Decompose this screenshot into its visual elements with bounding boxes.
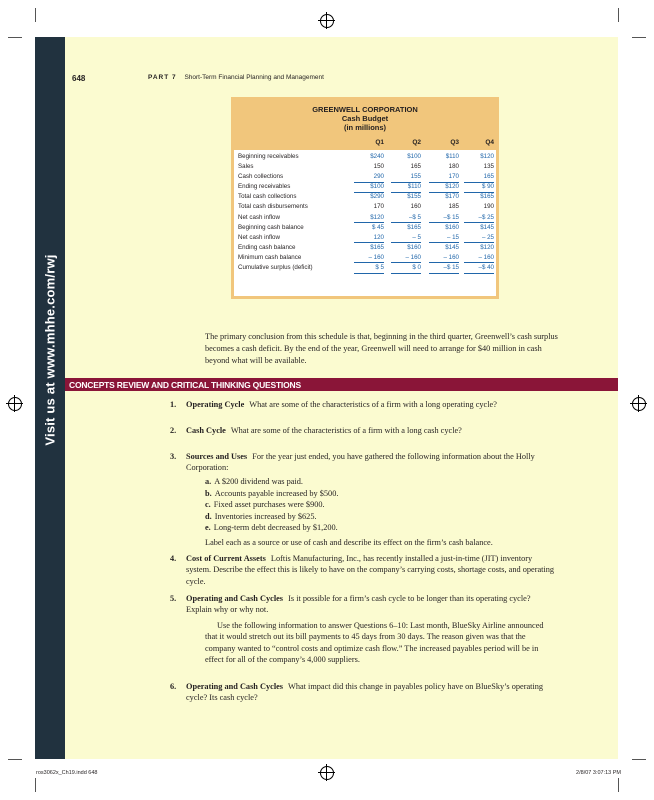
table-cell: $ 0: [391, 263, 421, 274]
q3-item: [205, 522, 338, 533]
sidebar-url-text: Visit us at www.mhhe.com/rwj: [42, 254, 58, 446]
part-label: PART 7: [148, 74, 177, 81]
crop-mark: [35, 778, 36, 792]
table-row: [234, 172, 496, 182]
table-cell: $240: [370, 153, 384, 160]
table-cell: –$ 40: [464, 263, 494, 274]
crop-mark: [632, 759, 646, 760]
table-body: [234, 150, 496, 296]
table-cell: $120: [480, 243, 494, 251]
row-label: Beginning cash balance: [238, 223, 304, 231]
item-letter: b.: [205, 489, 212, 498]
item-text: Long-term debt decreased by $1,200.: [213, 523, 338, 532]
table-row: [234, 202, 496, 212]
question-3: [170, 451, 558, 474]
question-5: [170, 593, 558, 616]
table-cell: $165: [370, 243, 384, 251]
crop-mark: [8, 37, 22, 38]
footer-date: 2/8/07 3:07:13 PM: [576, 770, 621, 776]
crop-mark: [8, 759, 22, 760]
table-row: [234, 213, 496, 223]
question-number: 1.: [170, 400, 177, 409]
table-cell: $110: [391, 182, 421, 193]
row-label: Net cash inflow: [238, 233, 280, 241]
question-text: For the year just ended, you have gathered the following information about the Holly Corporation:: [186, 452, 535, 473]
page-number: 648: [72, 74, 86, 83]
crop-mark: [35, 8, 36, 22]
running-head: [148, 74, 324, 81]
table-cell: $120: [480, 153, 494, 160]
table-cell: $160: [445, 223, 459, 231]
table-cell: $290: [370, 193, 384, 201]
registration-mark-icon: [320, 766, 334, 780]
q3-closing: Label each as a source or use of cash and describe its effect on the firm’s cash balance.: [205, 538, 493, 547]
table-cell: –$ 15: [429, 263, 459, 274]
table-row: [234, 243, 496, 253]
table-cell: $100: [354, 182, 384, 193]
item-letter: d.: [205, 512, 212, 521]
table-row: [234, 192, 496, 202]
table-cell: $110: [445, 153, 459, 160]
question-4: [170, 553, 558, 587]
table-cell: 185: [448, 203, 459, 211]
question-title: Operating and Cash Cycles: [186, 594, 284, 603]
table-cell: $160: [407, 243, 421, 251]
table-cell: $165: [480, 193, 494, 201]
question-number: 4.: [170, 554, 177, 563]
table-units: (in millions): [343, 123, 387, 132]
table-cell: $165: [407, 223, 421, 231]
table-cell: $ 90: [464, 182, 494, 193]
footer-filename: ros3062x_Ch19.indd 648: [36, 770, 98, 776]
table-cell: –$ 25: [464, 213, 494, 224]
crop-mark: [618, 8, 619, 22]
table-cell: – 160: [429, 253, 459, 264]
table-cell: – 25: [464, 233, 494, 244]
q3-item: [205, 488, 338, 499]
row-label: Total cash collections: [238, 193, 297, 201]
info-paragraph: Use the following information to answer Questions 6–10: Last month, BlueSky Airline announced that it would stretch out its bill payments to 45 days from 30 days. The reason given was that the company wanted to “control costs and optimize cash flow.” The increased payables period will be in effect for all of the company’s 4,000 suppliers.: [205, 621, 544, 665]
table-cell: $100: [407, 153, 421, 160]
cash-budget-table: [231, 97, 499, 299]
question-title: Cash Cycle: [186, 426, 226, 435]
table-cell: 170: [373, 203, 384, 211]
registration-mark-icon: [8, 397, 22, 411]
item-text: A $200 dividend was paid.: [214, 477, 303, 486]
registration-mark-icon: [632, 397, 646, 411]
table-cell: 160: [410, 203, 421, 211]
item-text: Fixed asset purchases were $900.: [213, 500, 325, 509]
row-label: Beginning receivables: [238, 153, 299, 160]
table-cell: – 15: [429, 233, 459, 244]
section-title: CONCEPTS REVIEW AND CRITICAL THINKING QUESTIONS: [69, 380, 301, 390]
item-text: Accounts payable increased by $500.: [214, 489, 339, 498]
row-label: Ending cash balance: [238, 243, 296, 251]
table-row: [234, 182, 496, 192]
question-number: 3.: [170, 452, 177, 461]
table-row: [234, 223, 496, 233]
q3-item: [205, 499, 325, 510]
question-6: [170, 681, 558, 704]
crop-mark: [618, 778, 619, 792]
table-subtitle: Cash Budget: [341, 114, 389, 123]
table-cell: $145: [480, 223, 494, 231]
question-title: Sources and Uses: [186, 452, 248, 461]
part-title: Short-Term Financial Planning and Management: [184, 74, 324, 81]
table-cell: – 160: [354, 253, 384, 264]
table-row: [234, 263, 496, 273]
question-text: What are some of the characteristics of a firm with a long operating cycle?: [249, 400, 497, 409]
q3-item: [205, 511, 317, 522]
table-title: GREENWELL CORPORATION: [312, 105, 418, 114]
q3-item: [205, 476, 303, 487]
table-cell: $155: [407, 193, 421, 201]
table-cell: $145: [445, 243, 459, 251]
column-header: Q4: [485, 139, 494, 146]
table-cell: 150: [373, 163, 384, 171]
question-text: Loftis Manufacturing, Inc., has recently installed a just-in-time (JIT) inventory system. Describe the effect this is likely to have on the company’s carrying costs, shortage costs, and operating cycle.: [186, 554, 555, 586]
question-number: 2.: [170, 426, 177, 435]
crop-mark: [632, 37, 646, 38]
question-2: [170, 425, 558, 436]
row-label: Ending receivables: [238, 183, 291, 191]
question-number: 5.: [170, 594, 177, 603]
table-cell: 165: [410, 163, 421, 171]
question-text: Is it possible for a firm’s cash cycle to be longer than its operating cycle? Explain why or why not.: [186, 594, 531, 615]
question-number: 6.: [170, 682, 177, 691]
table-cell: 155: [391, 172, 421, 183]
table-cell: – 5: [391, 233, 421, 244]
table-cell: – 160: [464, 253, 494, 264]
column-header: Q2: [412, 139, 421, 146]
column-header: Q3: [450, 139, 459, 146]
table-row: [234, 233, 496, 243]
table-rows: [234, 152, 496, 273]
table-cell: 135: [483, 163, 494, 171]
item-letter: e.: [205, 523, 211, 532]
question-title: Cost of Current Assets: [186, 554, 266, 563]
conclusion-paragraph: The primary conclusion from this schedule is that, beginning in the third quarter, Greenwell’s cash surplus becomes a cash deficit. By the end of the year, Greenwell will need to arrange for $40 million in cash beyond what will be available.: [205, 332, 558, 365]
table-row: [234, 253, 496, 263]
table-cell: 290: [354, 172, 384, 183]
item-letter: c.: [205, 500, 211, 509]
table-row: [234, 152, 496, 162]
table-cell: $ 5: [354, 263, 384, 274]
table-cell: 170: [429, 172, 459, 183]
column-header: Q1: [375, 139, 384, 146]
question-1: [170, 399, 558, 410]
row-label: Cumulative surplus (deficit): [238, 264, 313, 272]
table-cell: $ 45: [371, 223, 384, 231]
question-text: What impact did this change in payables policy have on BlueSky’s operating cycle? Its cash cycle?: [186, 682, 544, 703]
row-label: Sales: [238, 163, 254, 171]
item-letter: a.: [205, 477, 212, 486]
registration-mark-icon: [320, 14, 334, 28]
table-row: [234, 162, 496, 172]
table-cell: 120: [354, 233, 384, 244]
table-cell: – 160: [391, 253, 421, 264]
question-title: Operating Cycle: [186, 400, 245, 409]
table-cell: $120: [429, 182, 459, 193]
table-cell: –$ 5: [391, 213, 421, 224]
row-label: Cash collections: [238, 173, 284, 181]
table-cell: –$ 15: [429, 213, 459, 224]
table-cell: 165: [464, 172, 494, 183]
table-cell: 190: [483, 203, 494, 211]
row-label: Minimum cash balance: [238, 253, 302, 261]
table-cell: $170: [445, 193, 459, 201]
item-text: Inventories increased by $625.: [214, 512, 317, 521]
question-title: Operating and Cash Cycles: [186, 682, 284, 691]
row-label: Net cash inflow: [238, 213, 280, 221]
table-cell: 180: [448, 163, 459, 171]
question-text: What are some of the characteristics of a firm with a long cash cycle?: [230, 426, 462, 435]
row-label: Total cash disbursements: [238, 203, 308, 211]
table-cell: $120: [354, 213, 384, 224]
